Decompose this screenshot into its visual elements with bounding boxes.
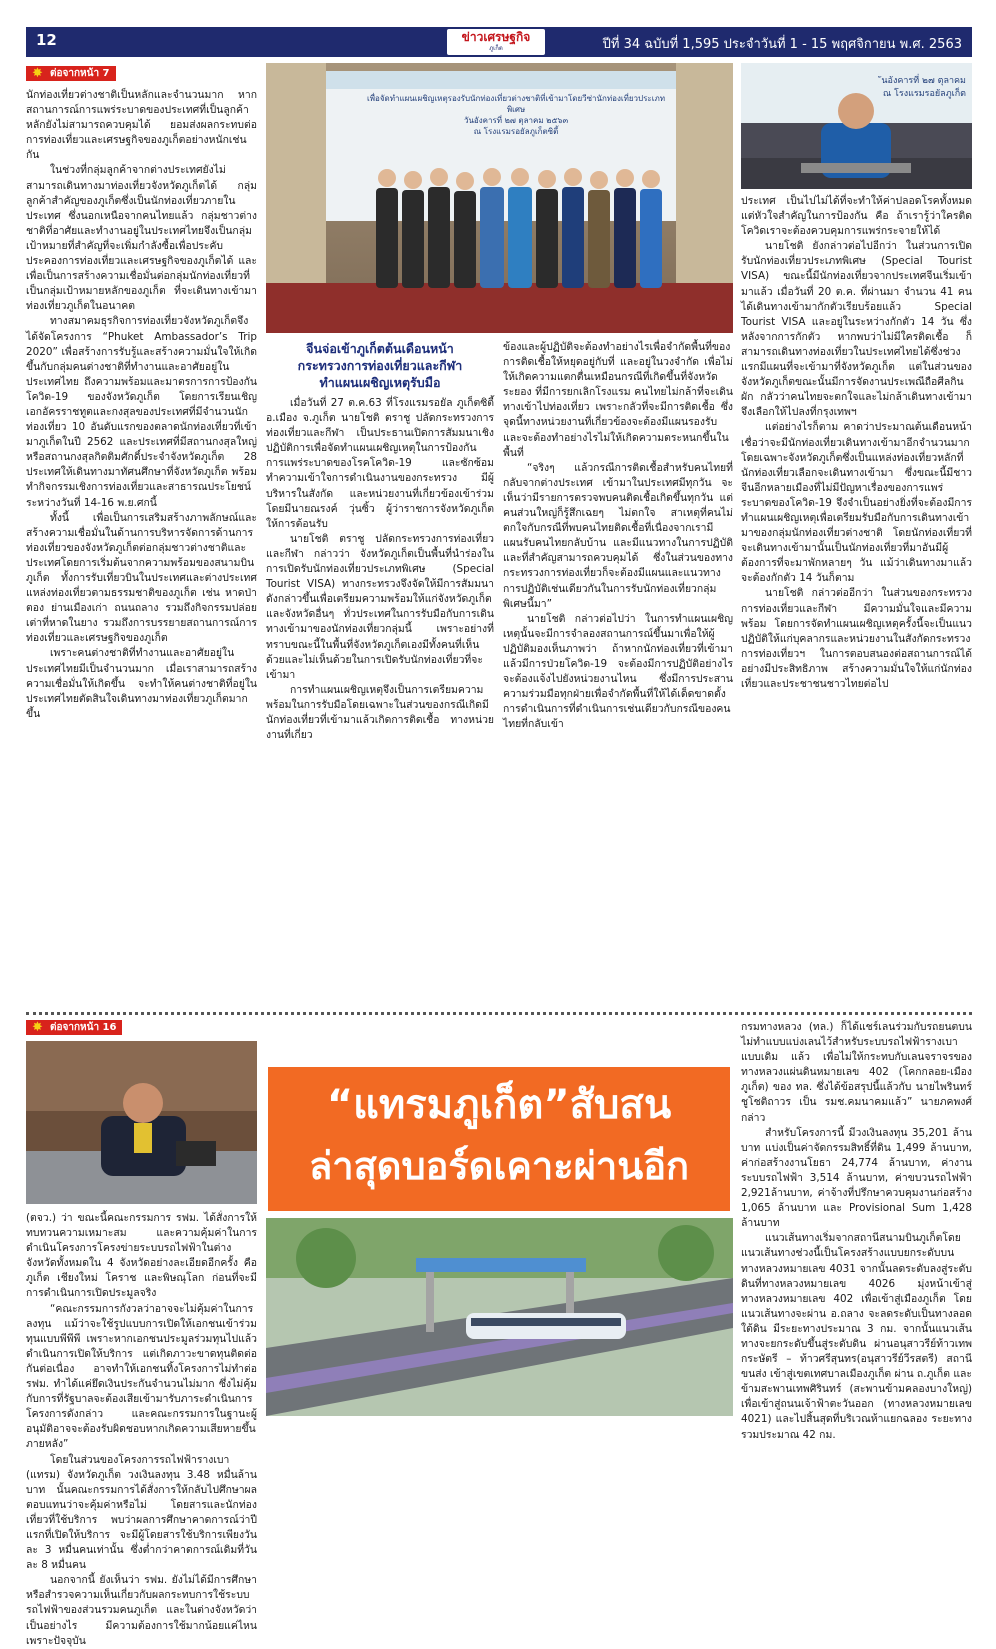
event-group-photo bbox=[266, 63, 733, 333]
paragraph: นายโชติ ยังกล่าวต่อไปอีกว่า ในส่วนการเปิดรับนักท่องเที่ยวประเภทพิเศษ (Special Tourist VISA) ขณะนี้มีนักท่องเที่ยวจากประเทศจีนเริ่มเข้ามาแล้ว เมื่อวันที่ 20 ต.ค. ที่ผ่านมา จำนวน 41 คน ได้เดินทางเข้ามากักตัวเรียบร้อยแล้ว Special Tourist VISA และอยู่ในระหว่างกักตัว 14 วัน ซึ่งหลังจากการกักตัว หากพบว่าไม่มีใครติดเชื้อ ก็สามารถเดินทางท่องเที่ยวในประเทศไทยได้ซึ่งช่วงแรกมีแผนที่จะเข้ามาที่จังหวัดภูเก็ต แต่ในส่วนของจังหวัดภูเก็ตขณะนั้นมีการจัดงานประเพณีถือศีลกินผัก กลัวว่าคนไทยจะตกใจและไม่กล้าเดินทางเข้ามา จึงเลือกให้ไปลงที่กรุงเทพฯ bbox=[741, 240, 972, 419]
paragraph: การทำแผนเผชิญเหตุจึงเป็นการเตรียมความพร้อมในการรับมือโดยเฉพาะในส่วนของกรณีเกิดมีนักท่องเที่ยวที่เข้ามาแล้วเกิดการติดเชื้อ ทางหน่วยงานที่เกี่ยว bbox=[266, 683, 494, 742]
article-top-col4 bbox=[741, 194, 972, 1005]
continued-label: ต่อจากหน้า 16 bbox=[50, 1022, 117, 1033]
headline-block bbox=[266, 340, 494, 391]
page-header bbox=[26, 27, 972, 57]
official-photo-illustration bbox=[26, 1041, 257, 1204]
article-top-col3 bbox=[503, 340, 733, 1005]
paragraph: กรมทางหลวง (ทล.) ก็ได้แชร์เลนร่วมกับรถยนตบน ไม่ทำแบบแบ่งเลนไว้สำหรับระบบรถไฟฟ้ารางเบาแบบเดิม แล้ว เพื่อไม่ให้กระทบกับเลนจราจรของทางหลวงแผ่นดินหมายเลข 402 (โคกกลอย-เมืองภูเก็ต) ของ ทล. ซึ่งได้ข้อสรุปนี้แล้วกับ นายไพรินทร์ ชูโชติถาวร เป็น รมช.คมนาคมแล้ว” นายภคพงศ์กล่าว bbox=[741, 1021, 972, 1124]
photo-banner-line2: วันอังคารที่ ๒๗ ตุลาคม ๒๕๖๓ bbox=[463, 116, 569, 125]
photo-banner-text bbox=[366, 93, 666, 137]
paragraph: ข้องและผู้ปฏิบัติจะต้องทำอย่างไรเพื่อจำกัดพื้นที่ของการติดเชื้อให้หยุดอยู่กับที่ และอยู่ในวงจำกัด เพื่อไม่ให้เกิดความแตกตื่นเหมือนกรณีที่เกิดขึ้นที่จังหวัดระยอง ที่มีการยกเลิกโรงแรม คนไทยไม่กล้าที่จะเดินทางเข้าไปท่องเที่ยว เพราะกลัวที่จะมีการติดเชื้อ ซึ่งจุดนี้ทางหน่วยงานที่เกี่ยวข้องจะต้องมีแผนรองรับและจะต้องทำอย่างไรไม่ให้เกิดความตระหนกขึ้นในพื้นที่ bbox=[503, 341, 733, 459]
issue-info: ปีที่ 34 ฉบับที่ 1,595 ประจำวันที่ 1 - 15 พฤศจิกายน พ.ศ. 2563 bbox=[602, 37, 962, 52]
tram-title-line2: ล่าสุดบอร์ดเคาะผ่านอีก bbox=[308, 1144, 690, 1188]
speaker-banner-line1: ันอังคารที่ ๒๗ ตุลาคม bbox=[881, 76, 966, 86]
paragraph: นักท่องเที่ยวต่างชาติเป็นหลักและจำนวนมาก หากสถานการณ์การแพร่ระบาดของประเทศที่เป็นลูกค้าหลักยังไม่สามารถควบคุมได้ ยอมส่งผลกระทบต่อการท่องเที่ยวและเศรษฐกิจของภูเก็ตอย่างหนักเช่นกัน bbox=[26, 89, 257, 162]
paragraph: “จริงๆ แล้วกรณีการติดเชื้อสำหรับคนไทยที่กลับจากต่างประเทศ เข้ามาในประเทศมีทุกวัน จะเห็นว่ามีรายการตรวจพบคนติดเชื้อเกิดขึ้นทุกวัน แต่คนส่วนใหญ่ก็รู้สึกเฉยๆ ไม่ตกใจ สาเหตุที่คนไม่ตกใจกับกรณีที่พบคนไทยติดเชื้อที่เนื่องจากเรามีแผนรับคนไทยกลับบ้าน และมีแนวทางในการปฏิบัติ และที่สำคัญสามารถควบคุมได้ ซึ่งในส่วนของทางกระทรวงการท่องเที่ยวก็จะต้องมีแผนและแนวทางการปฏิบัติเช่นเดียวกันในการรับนักท่องเที่ยวกลุ่มพิเศษนี้มา” bbox=[503, 461, 733, 610]
paragraph: สำหรับโครงการนี้ มีวงเงินลงทุน 35,201 ล้านบาท แบ่งเป็นค่าจัดกรรมสิทธิ์ที่ดิน 1,499 ล้านบาท, ค่าก่อสร้างงานโยธา 24,774 ล้านบาท, ค่างานระบบรถไฟฟ้า 3,514 ล้านบาท, ค่าขบวนรถไฟฟ้า 2,921ล้านบาท, ค่าจ้างที่ปรึกษาควบคุมงานก่อสร้าง 1,065 ล้านบาท และ Provisional Sum 1,428 ล้านบาท bbox=[741, 1126, 972, 1230]
paragraph: นายโชติ กล่าวต่ออีกว่า ในส่วนของกระทรวงการท่องเที่ยวและกีฬา มีความมั่นใจและมีความพร้อม โดยการจัดทำแผนเผชิญเหตุครั้งนี้จะเป็นแนวปฏิบัติให้แก่บุคลากรและหน่วยงานในสังกัดกระทรวงการท่องเที่ยวฯ ในการตอบสนองต่อสถานการณ์ได้อย่างมีประสิทธิภาพ สร้างความมั่นใจให้แก่นักท่องเที่ยวและประชาชนชาวไทยต่อไป bbox=[741, 587, 972, 690]
paragraph: (ตจว.) ว่า ขณะนี้คณะกรรมการ รฟม. ได้สั่งการให้ทบทวนความเหมาะสม และความคุ้มค่าในการดำเนินโครงการโครงข่ายระบบรถไฟฟ้าในต่างจังหวัดทั้งหมดใน 4 จังหวัดอย่างละเอียดอีกครั้ง คือ ภูเก็ต เชียงใหม่ โคราช และพิษณุโลก ก่อนที่จะมีการดำเนินการเปิดประมูลจริง bbox=[26, 1212, 257, 1300]
paragraph: นอกจากนี้ ยังเห็นว่า รฟม. ยังไม่ได้มีการศึกษาหรือสำรวจความเห็นเกี่ยวกับผลกระทบการใช้ระบบรถไฟฟ้าของส่วนรวมคนภูเก็ต และในต่างจังหวัดว่าเป็นอย่างไร มีความต้องการใช้มากน้อยแค่ไหน เพราะปัจจุบัน bbox=[26, 1574, 257, 1647]
paragraph: โดยในส่วนของโครงการรถไฟฟ้ารางเบา (แทรม) จังหวัดภูเก็ต วงเงินลงทุน 3.48 หมื่นล้านบาท นั้นคณะกรรมการได้สั่งการให้กลับไปศึกษาผลตอบแทนว่าจะคุ้มค่าหรือไม่ โดยสารและนักท่องเที่ยวที่ใช้บริการ พบว่าผลการศึกษาคาดการณ์ว่าปีแรกที่เปิดให้บริการ จะมีผู้โดยสารใช้บริการเพียงวันละ 3 หมื่นคนเท่านั้น ซึ่งต่ำกว่าคาดการณ์เดิมที่วันละ 8 หมื่นคน bbox=[26, 1453, 257, 1572]
tram-title-banner bbox=[268, 1067, 730, 1211]
headline-line2: กระทรวงการท่องเที่ยวและกีฬา bbox=[297, 358, 463, 373]
headline-line3: ทำแผนเผชิญเหตุรับมือ bbox=[319, 375, 441, 390]
speaker-photo bbox=[741, 63, 972, 189]
headline-line1: จีนจ่อเข้าภูเก็ตต้นเดือนหน้า bbox=[306, 341, 454, 356]
official-photo bbox=[26, 1041, 257, 1204]
photo-banner-line3: ณ โรงแรมรอยัลภูเก็ตซิตี้ bbox=[473, 127, 559, 136]
tram-render-illustration bbox=[266, 1218, 733, 1416]
paragraph: เมื่อวันที่ 27 ต.ค.63 ที่โรงแรมรอยัล ภูเก็ตซิตี้ อ.เมือง จ.ภูเก็ต นายโชติ ตราชู ปลัดกระทรวงการท่องเที่ยวและกีฬา เป็นประธานเปิดการสัมมนาเชิงปฏิบัติการเพื่อจัดทำแผนเผชิญเหตุในการป้องกันการแพร่ระบาดของโรคโควิด-19 และซักซ้อมทำความเข้าใจการดำเนินงานของกระทรวง มีผู้บริหารในสังกัด และหน่วยงานที่เกี่ยวข้องเข้าร่วม โดยมีนายณรงค์ วุ่นซิ้ว ผู้ว่าราชการจังหวัดภูเก็ต ให้การต้อนรับ bbox=[266, 397, 494, 530]
continued-tag-top bbox=[26, 66, 116, 81]
masthead-sub: ภูเก็ต bbox=[489, 45, 503, 52]
page-number: 12 bbox=[36, 31, 57, 49]
continued-tag-bottom bbox=[26, 1020, 122, 1035]
star-icon: ✸ bbox=[32, 66, 43, 81]
paragraph: ทางสมาคมธุรกิจการท่องเที่ยวจังหวัดภูเก็ตจึงได้จัดโครงการ “Phuket Ambassador’s Trip 2020” เพื่อสร้างการรับรู้และสร้างความมั่นใจให้เกิดขึ้นกับกลุ่มคนต่างชาติที่ทำงานและอาศัยอยู่ในประเทศไทย ถึงความพร้อมและมาตรการการป้องกันโควิด-19 ของจังหวัดภูเก็ต โดยการเรียนเชิญเอกอัครราชทูตและกงสุลของประเทศที่มีจำนวนนักท่องเที่ยว 10 อันดับแรกของตลาดนักท่องเที่ยวที่เข้ามาภูเก็ตในปี 2562 และประเทศที่มีสถานกงสุลใหญ่ หรือสถานกงสุลกิตติมศักดิ์ประจำจังหวัดภูเก็ต 28 ประเทศให้เดินทางมาทัศนศึกษาที่จังหวัดภูเก็ต พร้อมทำกิจกรรมเชิงการท่องเที่ยวและสาธารณประโยชน์ ระหว่างวันที่ 14-16 พ.ย.ศกนี้ bbox=[26, 315, 257, 509]
paragraph: ในช่วงที่กลุ่มลูกค้าจากต่างประเทศยังไม่สามารถเดินทางมาท่องเที่ยวจังหวัดภูเก็ตได้ กลุ่มลูกค้าสำคัญของภูเก็ตซึ่งเป็นนักท่องเที่ยวภายในประเทศ ซึ่งนอกเหนือจากคนไทยแล้ว กลุ่มชาวต่างชาติที่อาศัยและทำงานอยู่ในประเทศไทยจึงเป็นกลุ่มเป้าหมายที่สำคัญที่จะเพิ่มกำลังซื้อเพื่อประคับประคองการท่องเที่ยวและเศรษฐกิจของภูเก็ตได้ และเพื่อเป็นการสร้างความเชื่อมั่นต่อกลุ่มนักท่องเที่ยวที่เป็นกลุ่มเป้าหมายหลักของภูเก็ต ที่จะเดินทางเข้ามาท่องเที่ยวภูเก็ตในอนาคต bbox=[26, 164, 257, 313]
masthead-title: ข่าวเศรษฐกิจ bbox=[461, 30, 531, 44]
article-top-col1 bbox=[26, 88, 257, 1005]
paragraph: แนวเส้นทางเริ่มจากสถานีสนามบินภูเก็ตโดยแนวเส้นทางช่วงนี้เป็นโครงสร้างแบบยกระดับบนทางหลวงหมายเลข 4031 จากนั้นลดระดับลงสู่ระดับดินที่ทางหลวงหมายเลข 4026 มุ่งหน้าเข้าสู่ทางหลวงหมายเลข 402 เพื่อเข้าสู่เมืองภูเก็ต โดยแนวเส้นทางจะผ่าน อ.ถลาง จะลดระดับเป็นทางลอดใต้ดิน มีระยะทางประมาณ 3 กม. จากนั้นแนวเส้นทางจะยกระดับขึ้นสู่ระดับดิน ผ่านอนุสาวรีย์ท้าวเทพกระษัตรี – ท้าวศรีสุนทร(อนุสาวรีย์วีรสตรี) สถานีขนส่ง เข้าสู่เขตเทศบาลเมืองภูเก็ต ผ่าน ถ.ภูเก็ต และข้ามสะพานเทพศิรินทร์ (สะพานข้ามคลองบางใหญ่) เพื่อเข้าสู่ถนนเจ้าฟ้าตะวันออก (ทางหลวงหมายเลข 4021) และไปสิ้นสุดที่บริเวณห้าแยกฉลอง ระยะทางรวมประมาณ 42 กม. bbox=[741, 1232, 972, 1441]
star-icon: ✸ bbox=[32, 1020, 43, 1035]
paragraph: ทั้งนี้ เพื่อเป็นการเสริมสร้างภาพลักษณ์และสร้างความเชื่อมั่นในด้านการบริหารจัดการด้านการท่องเที่ยวของจังหวัดภูเก็ตต่อกลุ่มชาวต่างชาติและประเทศโดยการเริ่มต้นจากความพร้อมของสนามบินภูเก็ต ทั้งการรับเที่ยวบินในประเทศและต่างประเทศ แหล่งท่องเที่ยวตามธรรมชาติของภูเก็ต เช่น หาดป่าตอง ย่านเมืองเก่า ถนนถลาง รวมถึงกิจกรรมปล่อยเต่าที่หาดในยาง รวมถึงการบรรยายสถานการณ์การท่องเที่ยวและเศรษฐกิจของภูเก็ต bbox=[26, 511, 257, 645]
photo-banner-line1: เพื่อจัดทำแผนเผชิญเหตุรองรับนักท่องเที่ยวต่างชาติที่เข้ามาโดยวีซ่านักท่องเที่ยวประเภทพิเศษ bbox=[367, 94, 665, 114]
speaker-banner-text bbox=[761, 75, 966, 101]
speaker-banner-line2: ณ โรงแรมรอยัลภูเก็ต bbox=[882, 89, 966, 99]
paragraph: แต่อย่างไรก็ตาม คาดว่าประมาณต้นเดือนหน้าเชื่อว่าจะมีนักท่องเที่ยวเดินทางเข้ามาอีกจำนวนมากโดยเฉพาะจังหวัดภูเก็ตซึ่งเป็นแหล่งท่องเที่ยวหลักที่นักท่องเที่ยวเลือกจะเดินทางเข้ามา ซึ่งขณะนี้มีชาวจีนอีกหลายเมืองที่ไม่มีปัญหาเรื่องของการแพร่ระบาดของโควิด-19 จึงจำเป็นอย่างยิ่งที่จะต้องมีการทำแผนเผชิญเหตุเพื่อเตรียมรับมือกับการเดินทางเข้ามาของกลุ่มนักท่องเที่ยวต่างชาติ โดยนักท่องเที่ยวที่จะเดินทางเข้ามานั้นเป็นนักท่องเที่ยวที่มาอันมีผู้ ต้องการที่จะมาพักหลายๆ วัน แม้ว่าเดินทางมาแล้วจะต้องกักตัว 14 วันก็ตาม bbox=[741, 421, 972, 585]
paragraph: ประเทศ เป็นไปไม่ได้ที่จะทำให้ค่าปลอดโรคทั้งหมด แต่หัวใจสำคัญในการป้องกัน คือ ถ้าเรารู้ว่าใครติดโควิดเราจะต้องควบคุมการแพร่กระจายให้ได้ bbox=[741, 195, 972, 238]
paragraph: “คณะกรรมการกังวลว่าอาจจะไม่คุ้มค่าในการลงทุน แม้ว่าจะใช้รูปแบบการเปิดให้เอกชนเข้าร่วมทุนแบบพีพีพี เพราะหากเอกชนประมูลร่วมทุนไปแล้ว ดำเนินการเปิดให้บริการ แต่เกิดภาวะขาดทุนติดต่อกันต่อเนื่อง อาจทำให้เอกชนทิ้งโครงการไม่ทำต่อ รฟม. ทำได้แค่ยึดเงินประกันจำนวนไม่มาก ซึ่งไม่คุ้มกับการที่รัฐบาลจะต้องเสียเข้ามารับภาระดำเนินการโครงการดังกล่าว และคณะกรรมการในฐานะผู้อนุมัติอาจจะต้องรับผิดชอบหากเกิดความเสียหายขึ้นภายหลัง” bbox=[26, 1302, 257, 1451]
section-divider bbox=[26, 1012, 972, 1015]
article-bottom-col1 bbox=[26, 1211, 257, 1647]
article-top-col2 bbox=[266, 396, 494, 1005]
article-bottom-col4 bbox=[741, 1020, 972, 1441]
paragraph: เพราะคนต่างชาติที่ทำงานและอาศัยอยู่ในประเทศไทยมีเป็นจำนวนมาก เมื่อเราสามารถสร้างความเชื่อมั่นให้เกิดขึ้น จะทำให้คนต่างชาติที่อยู่ในประเทศไทยตัดสินใจเดินทางมาท่องเที่ยวภูเก็ตมากขึ้น bbox=[26, 647, 257, 720]
paragraph: นายโชติ ตราชู ปลัดกระทรวงการท่องเที่ยวและกีฬา กล่าวว่า จังหวัดภูเก็ตเป็นพื้นที่นำร่องในการเปิดรับนักท่องเที่ยวประเภทพิเศษ (Special Tourist VISA) ทางกระทรวงจึงจัดให้มีการสัมมนาดังกล่าวขึ้นเพื่อเตรียมความพร้อมให้แก่จังหวัดภูเก็ต และจังหวัดอื่นๆ ทั่วประเทศในการรับมือกับการเดินทางเข้ามาของนักท่องเที่ยวกลุ่มนี้ เพราะอย่างที่ทราบขณะนี้ในพื้นที่จังหวัดภูเก็ตเองมีทั้งคนที่เห็นด้วยและไม่เห็นด้วยในการเปิดรับนักท่องเที่ยวที่จะเข้ามา bbox=[266, 532, 494, 681]
masthead-logo bbox=[447, 29, 545, 55]
tram-title-line1: “แทรมภูเก็ต”สับสน bbox=[326, 1082, 672, 1128]
paragraph: นายโชติ กล่าวต่อไปว่า ในการทำแผนเผชิญเหตุนั้นจะมีการจำลองสถานการณ์ขึ้นมาเพื่อให้ผู้ปฏิบัติมองเห็นภาพว่า ถ้าหากนักท่องเที่ยวที่เข้ามาแล้วมีการป่วยโควิด-19 จะต้องมีการปฏิบัติอย่างไร จะต้องแจ้งไปยังหน่วยงานไหน ซึ่งมีการประสานความร่วมมือทุกฝ่ายเพื่อจำกัดพื้นที่ให้ได้เด็ดขาดตั้งการดำเนินการที่ดำเนินการเช่นเดียวกับกรณีของคนไทยที่กลับเข้า bbox=[503, 612, 733, 731]
tram-render-photo bbox=[266, 1218, 733, 1416]
continued-label: ต่อจากหน้า 7 bbox=[50, 68, 110, 79]
